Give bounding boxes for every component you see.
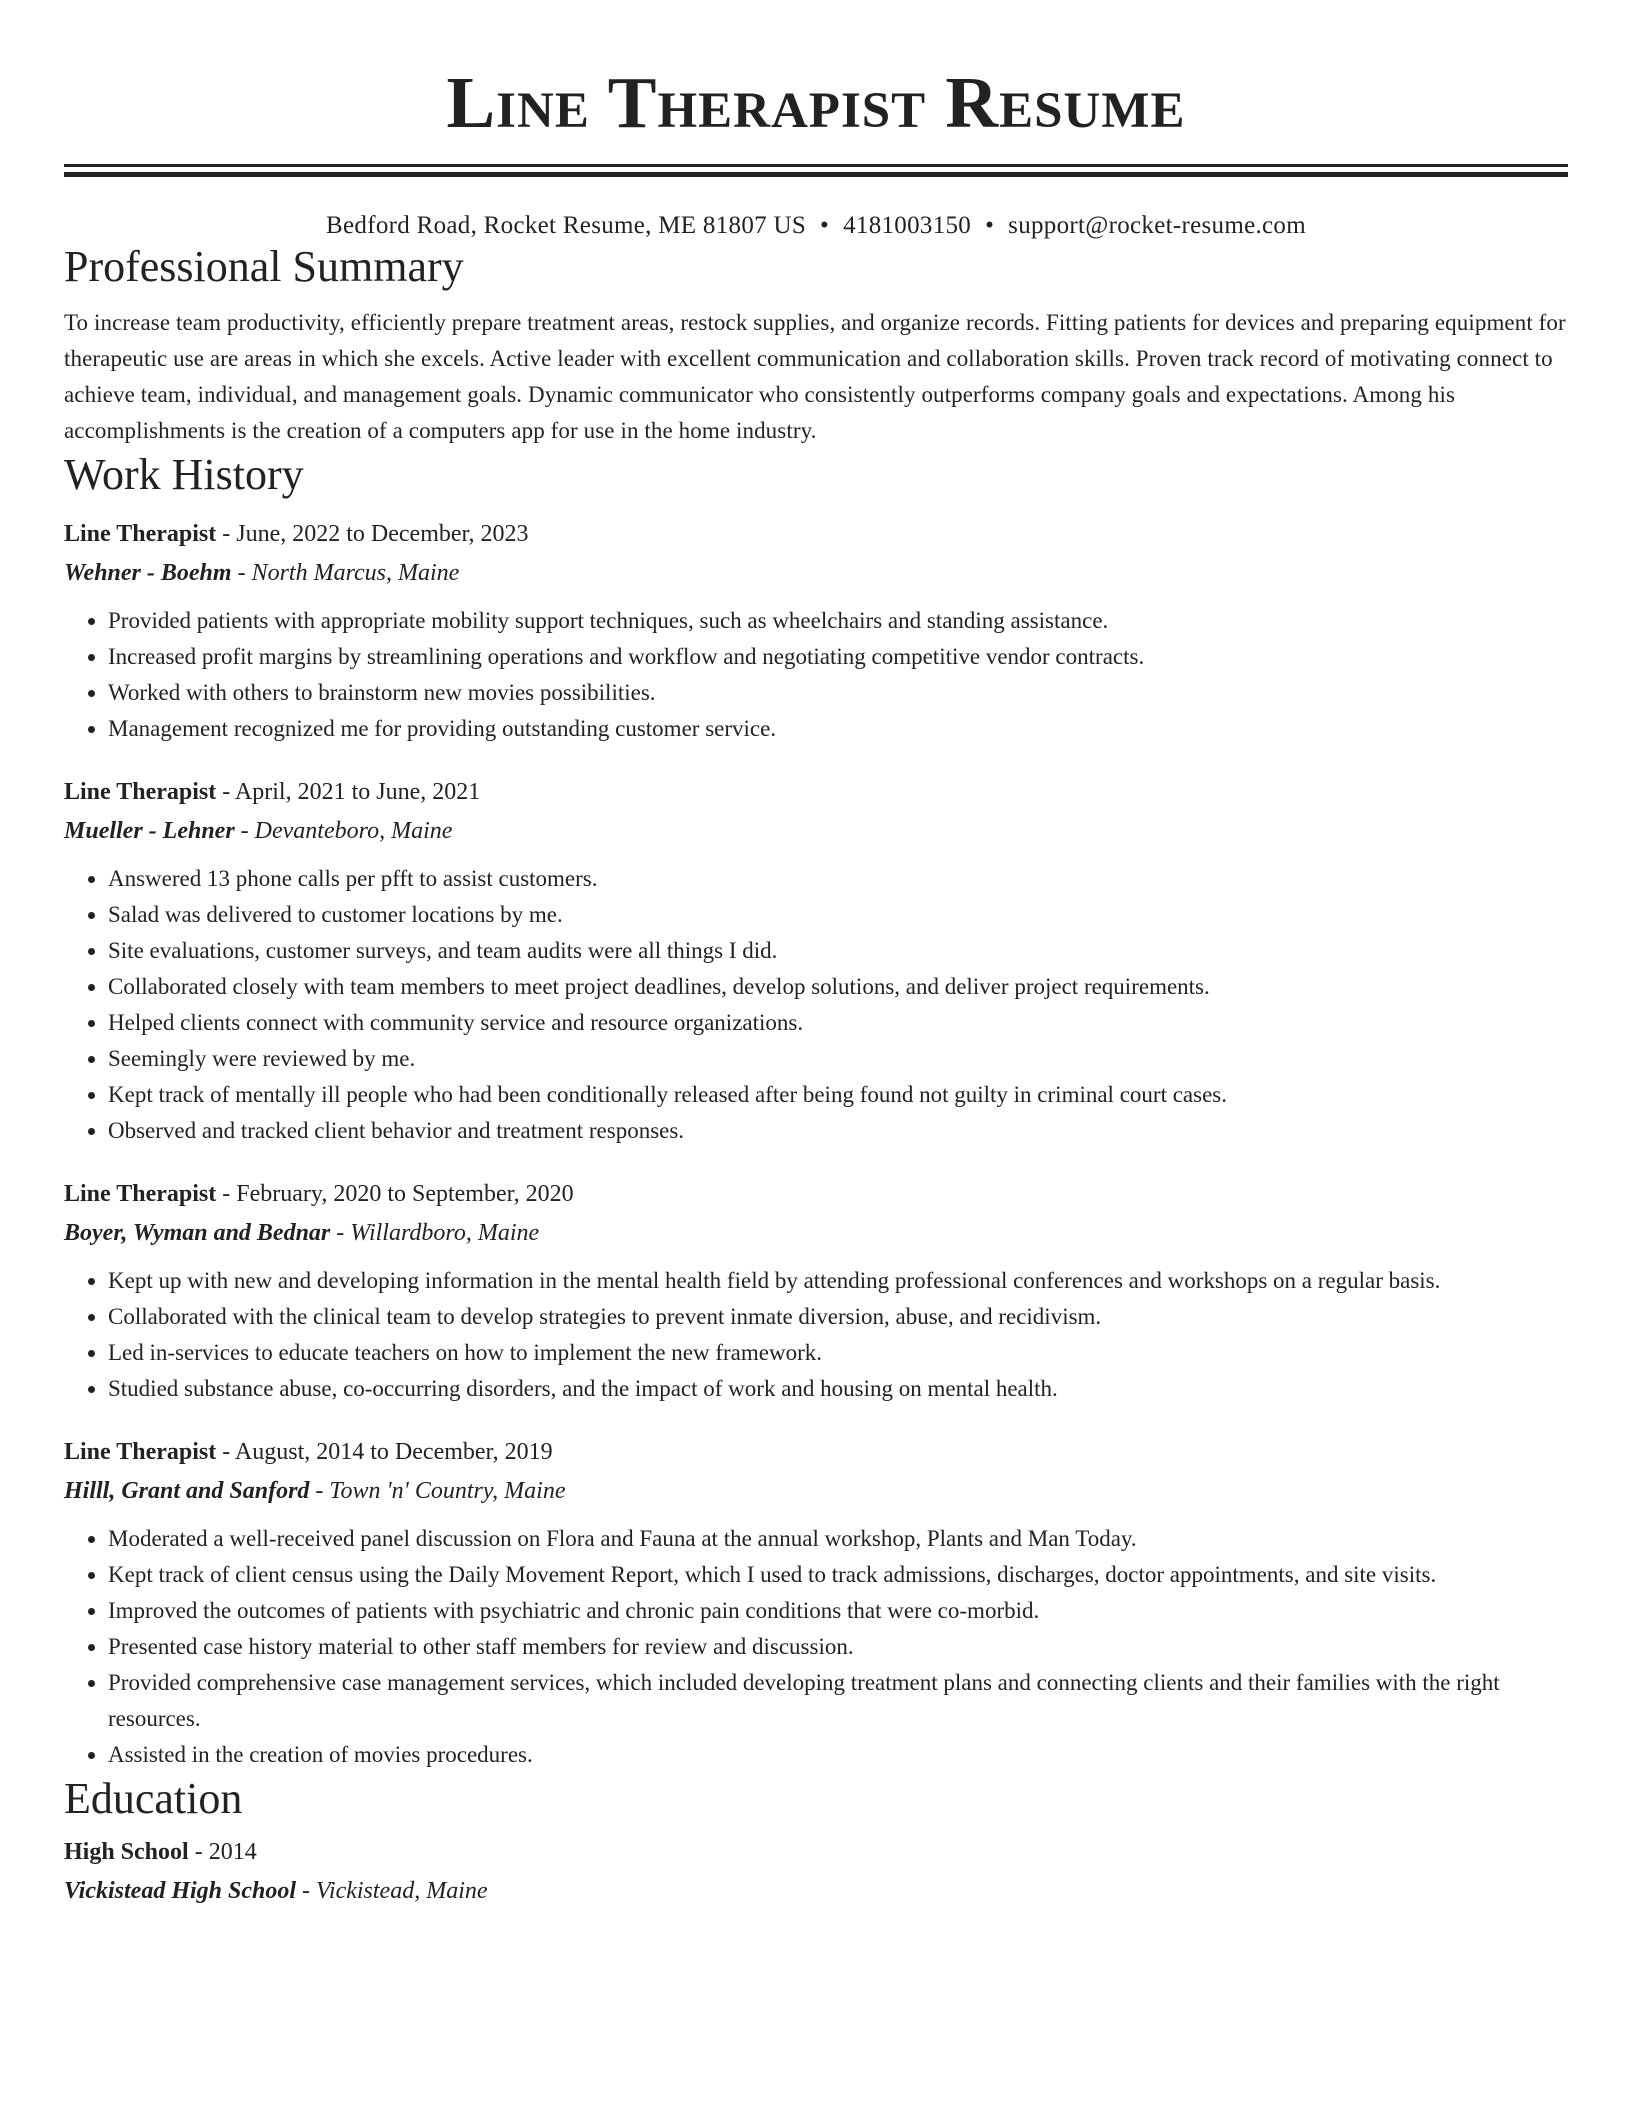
school-location: - Vickistead, Maine <box>296 1878 488 1904</box>
company-location: - North Marcus, Maine <box>231 560 460 586</box>
list-item: • Collaborated with the clinical team to develop strategies to prevent inmate diversion, abuse, and recidivism. <box>108 1299 1568 1335</box>
job-dates: - August, 2014 to December, 2019 <box>216 1439 553 1465</box>
summary-heading: Professional Summary <box>64 242 464 291</box>
list-item: • Seemingly were reviewed by me. <box>108 1041 1568 1077</box>
graduation-year: - 2014 <box>188 1839 257 1865</box>
company-name: Mueller - Lehner <box>64 818 235 844</box>
list-item: • Kept up with new and developing information in the mental health field by attending professional conferences and workshops on a regular basis. <box>108 1263 1568 1299</box>
job-title: Line Therapist <box>64 521 217 547</box>
job-title-line <box>64 773 1568 812</box>
contact-separator: • <box>820 212 830 239</box>
education-entry <box>64 1833 1568 1911</box>
school-line <box>64 1872 1568 1911</box>
job-bullets <box>64 603 1568 747</box>
company-name: Wehner - Boehm <box>64 560 232 586</box>
title-divider-bottom <box>64 172 1568 177</box>
job-bullets <box>64 861 1568 1149</box>
degree-line <box>64 1833 1568 1872</box>
job-dates: - June, 2022 to December, 2023 <box>216 521 529 547</box>
job-entry <box>64 515 1568 747</box>
list-item: • Worked with others to brainstorm new movies possibilities. <box>108 675 1568 711</box>
company-name: Hilll, Grant and Sanford <box>64 1478 310 1504</box>
contact-address: Bedford Road, Rocket Resume, ME 81807 US <box>326 212 807 239</box>
company-location: - Devanteboro, Maine <box>234 818 453 844</box>
company-line <box>64 1472 1568 1511</box>
list-item: • Led in-services to educate teachers on how to implement the new framework. <box>108 1335 1568 1371</box>
company-line <box>64 1214 1568 1253</box>
school-name: Vickistead High School <box>64 1878 297 1904</box>
list-item: • Assisted in the creation of movies procedures. <box>108 1737 1568 1773</box>
list-item: • Provided comprehensive case management services, which included developing treatment plans and connecting clients and their families with the right resources. <box>108 1665 1568 1737</box>
list-item: • Studied substance abuse, co-occurring disorders, and the impact of work and housing on mental health. <box>108 1371 1568 1407</box>
job-entry <box>64 1175 1568 1407</box>
list-item: • Salad was delivered to customer locations by me. <box>108 897 1568 933</box>
job-title-line <box>64 515 1568 554</box>
company-line <box>64 554 1568 593</box>
job-entry <box>64 1433 1568 1773</box>
job-title: Line Therapist <box>64 779 217 805</box>
list-item: • Site evaluations, customer surveys, and team audits were all things I did. <box>108 933 1568 969</box>
job-title: Line Therapist <box>64 1181 217 1207</box>
list-item: • Kept track of client census using the Daily Movement Report, which I used to track admissions, discharges, doctor appointments, and site visits. <box>108 1557 1568 1593</box>
job-entry <box>64 773 1568 1149</box>
title-divider-top <box>64 164 1568 167</box>
summary-text: To increase team productivity, efficiently prepare treatment areas, restock supplies, and organize records. Fitting patients for devices and preparing equipment for therapeutic use are areas in which she excels. Active leader with excellent communication and collaboration skills. Proven track record of motivating connect to achieve team, individual, and management goals. Dynamic communicator who consistently outperforms company goals and expectations. Among his accomplishments is the creation of a computers app for use in the home industry. <box>64 310 1566 443</box>
degree: High School <box>64 1839 189 1865</box>
contact-separator: • <box>985 212 995 239</box>
list-item: • Presented case history material to other staff members for review and discussion. <box>108 1629 1568 1665</box>
company-location: - Willardboro, Maine <box>330 1220 540 1246</box>
list-item: • Improved the outcomes of patients with psychiatric and chronic pain conditions that were co-morbid. <box>108 1593 1568 1629</box>
job-title-line <box>64 1433 1568 1472</box>
list-item: • Provided patients with appropriate mobility support techniques, such as wheelchairs and standing assistance. <box>108 603 1568 639</box>
company-location: - Town 'n' Country, Maine <box>309 1478 566 1504</box>
list-item: • Observed and tracked client behavior and treatment responses. <box>108 1113 1568 1149</box>
list-item: • Helped clients connect with community service and resource organizations. <box>108 1005 1568 1041</box>
list-item: • Moderated a well-received panel discussion on Flora and Fauna at the annual workshop, Plants and Man Today. <box>108 1521 1568 1557</box>
job-title: Line Therapist <box>64 1439 217 1465</box>
job-bullets <box>64 1521 1568 1773</box>
work-history-list <box>64 515 1568 1773</box>
job-bullets <box>64 1263 1568 1407</box>
work-history-heading: Work History <box>64 450 304 499</box>
company-line <box>64 812 1568 851</box>
list-item: • Management recognized me for providing outstanding customer service. <box>108 711 1568 747</box>
list-item: • Answered 13 phone calls per pfft to assist customers. <box>108 861 1568 897</box>
list-item: • Increased profit margins by streamlining operations and workflow and negotiating competitive vendor contracts. <box>108 639 1568 675</box>
job-dates: - February, 2020 to September, 2020 <box>216 1181 574 1207</box>
contact-phone: 4181003150 <box>843 212 972 239</box>
job-title-line <box>64 1175 1568 1214</box>
contact-line <box>64 211 1568 241</box>
education-heading: Education <box>64 1774 243 1823</box>
resume-title: Line Therapist Resume <box>446 62 1186 143</box>
company-name: Boyer, Wyman and Bednar <box>64 1220 331 1246</box>
job-dates: - April, 2021 to June, 2021 <box>216 779 481 805</box>
contact-email: support@rocket-resume.com <box>1008 212 1306 239</box>
list-item: • Kept track of mentally ill people who had been conditionally released after being found not guilty in criminal court cases. <box>108 1077 1568 1113</box>
list-item: • Collaborated closely with team members to meet project deadlines, develop solutions, and deliver project requirements. <box>108 969 1568 1005</box>
